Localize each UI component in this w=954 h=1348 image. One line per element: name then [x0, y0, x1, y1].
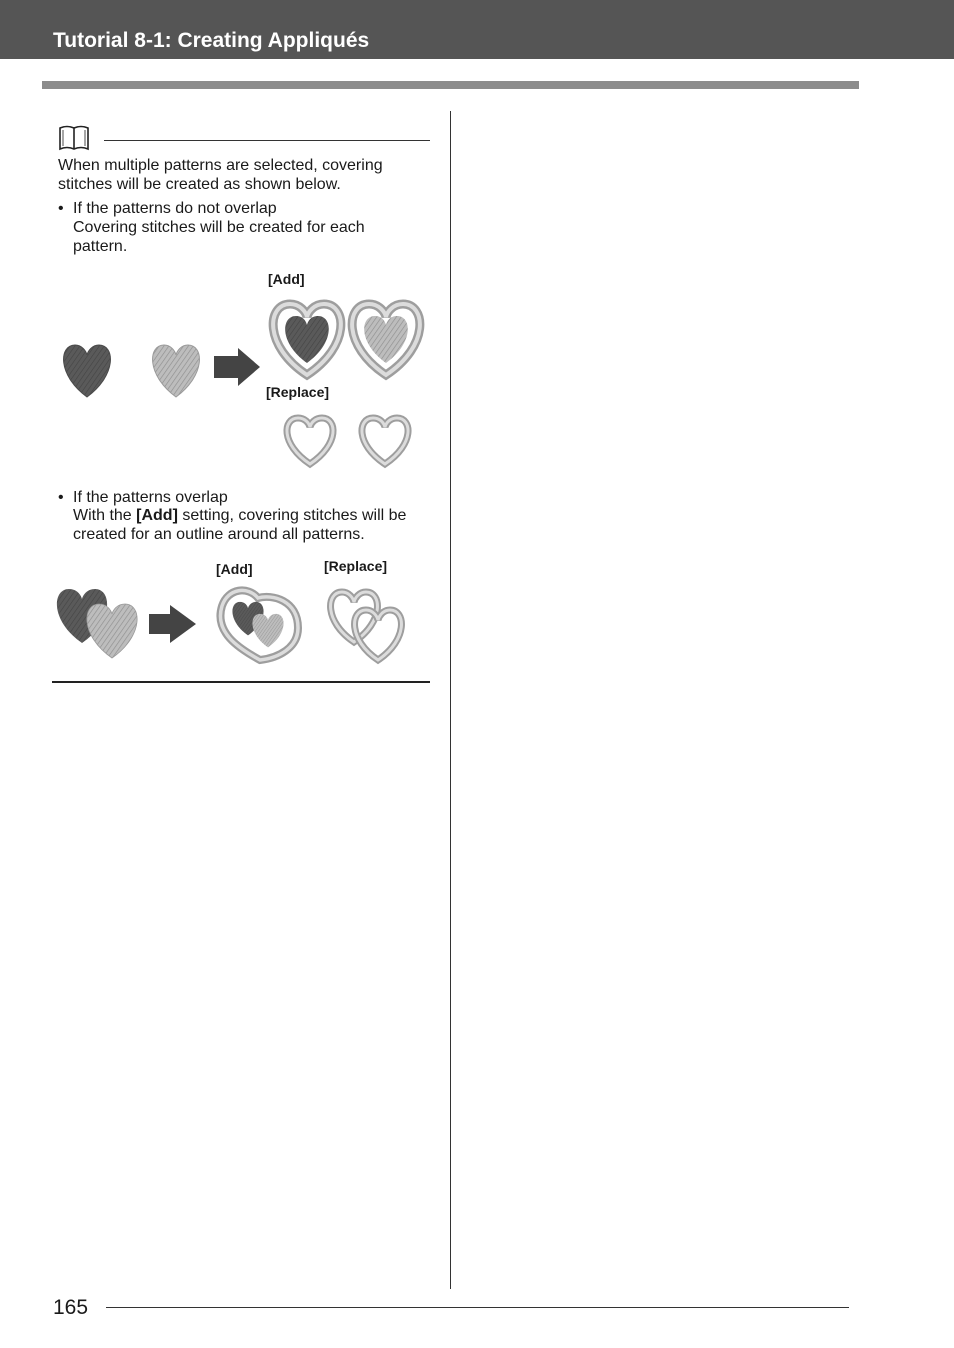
- column-divider: [450, 111, 451, 1289]
- bullet-2-body: [73, 507, 428, 544]
- bullet-2-body-prefix: With the: [73, 507, 137, 524]
- light-heart: [153, 345, 200, 397]
- right-arrow-icon: [149, 605, 196, 643]
- right-arrow-icon: [214, 348, 260, 386]
- figure1-add-label: [Add]: [268, 271, 305, 287]
- add-result-dark: [273, 304, 341, 375]
- add-result-light: [352, 304, 420, 375]
- replace-result-2: [362, 418, 408, 464]
- footer-rule: [106, 1307, 849, 1308]
- replace-result-1: [287, 418, 333, 464]
- dark-heart: [64, 345, 111, 397]
- figure2-add-label: [Add]: [216, 561, 253, 577]
- note-top-rule: [104, 140, 430, 141]
- bullet-1-title: If the patterns do not overlap: [73, 200, 277, 217]
- bullet-1-body: Covering stitches will be created for each pattern.: [73, 219, 365, 255]
- note-bottom-rule: [52, 681, 430, 683]
- bullet-2-body-suffix: setting, covering stitches will be created for an outline around all patterns.: [73, 507, 407, 543]
- page-number: 165: [53, 1296, 89, 1319]
- bullet-2-title: If the patterns overlap: [73, 489, 228, 506]
- bullet-2-body-bold: [Add]: [136, 507, 178, 524]
- figure1-replace-label: [Replace]: [266, 384, 330, 400]
- note-intro: When multiple patterns are selected, covering stitches will be created as shown below.: [58, 157, 383, 193]
- header-rule: [42, 81, 859, 89]
- page-title: Tutorial 8-1: Creating Appliqués: [53, 29, 370, 52]
- open-book-icon: [58, 124, 90, 152]
- figure2-overlap: [52, 582, 432, 667]
- figure2-replace-label: [Replace]: [324, 558, 388, 574]
- bullet-dot: •: [58, 200, 64, 217]
- figure1-non-overlap: [52, 290, 432, 475]
- overlap-light-heart: [87, 604, 137, 658]
- add-result-combined: [220, 590, 298, 660]
- bullet-dot: •: [58, 489, 64, 506]
